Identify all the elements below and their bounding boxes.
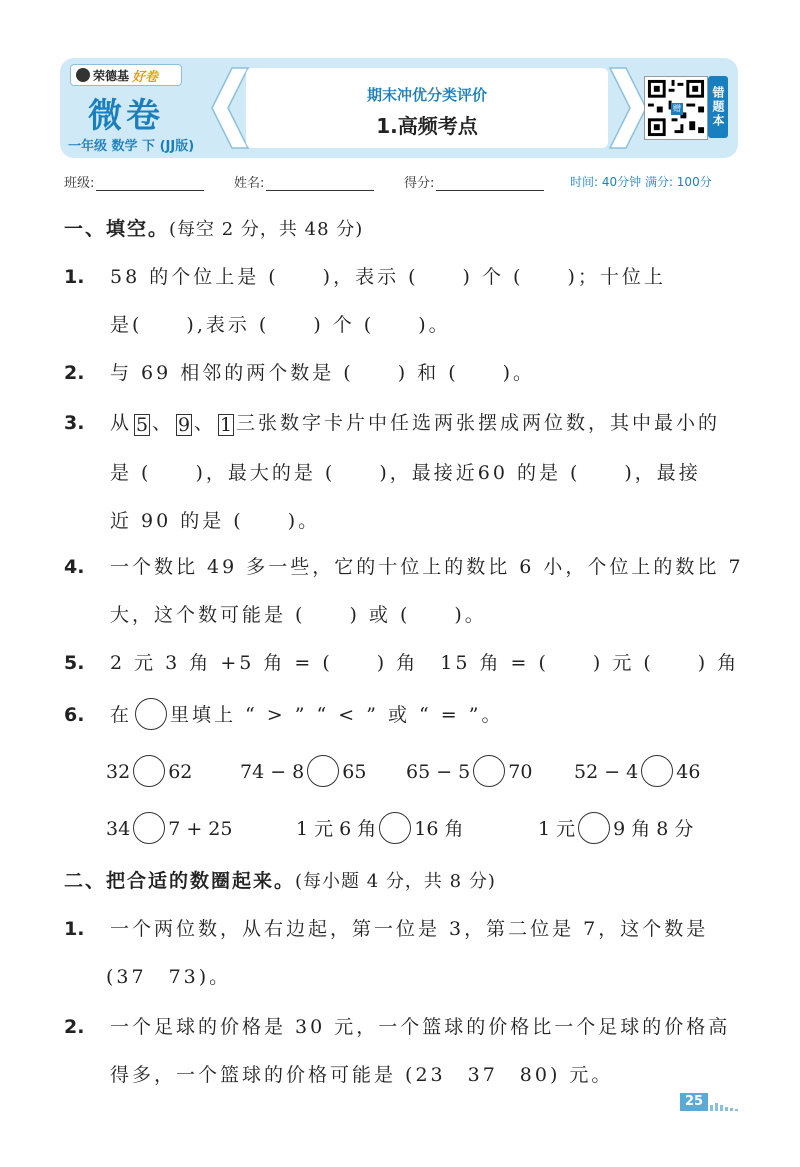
- digit-card-9: 9: [177, 414, 191, 436]
- s2-question-2-text-1: 一个足球的价格是 30 元，一个篮球的价格比一个足球的价格高: [110, 1016, 731, 1038]
- question-2-number: 2.: [64, 362, 85, 384]
- score-label: 得分:: [404, 176, 435, 191]
- card-separator: 、: [194, 412, 217, 434]
- compare-answer-circle[interactable]: [379, 812, 411, 844]
- student-info-line: [64, 172, 740, 192]
- compare-right: 16 角: [414, 818, 464, 840]
- class-label: 班级:: [64, 176, 95, 191]
- question-3-number: 3.: [64, 412, 85, 434]
- brand-name: 荣德基: [93, 68, 130, 83]
- compare-left: 52 − 4: [574, 761, 639, 783]
- question-1-text-1: 58 的个位上是 ( )，表示 ( ) 个 ( )；十位上: [110, 266, 666, 288]
- series-title: 微卷: [88, 96, 164, 136]
- s2-question-2-line-1: [64, 1012, 730, 1039]
- question-6-line-1: [64, 698, 503, 730]
- compare-item: [240, 755, 366, 787]
- compare-right: 7 + 25: [168, 818, 233, 840]
- compare-left: 74 − 8: [240, 761, 305, 783]
- s2-question-1-line-2: (37 73)。: [106, 966, 232, 988]
- score-field: [404, 172, 544, 191]
- name-label: 姓名:: [234, 176, 265, 191]
- chevron-right-icon: [608, 66, 648, 150]
- compare-left: 1 元 6 角: [296, 818, 377, 840]
- exam-type: 期末冲优分类评价: [366, 86, 487, 104]
- compare-left: 32: [106, 761, 131, 783]
- compare-circle-icon: [135, 698, 167, 730]
- question-3-line-2: 是 ( )，最大的是 ( )，最接近60 的是 ( )，最接: [110, 462, 701, 484]
- compare-left: 1 元: [538, 818, 576, 840]
- compare-item: [106, 755, 192, 787]
- compare-answer-circle[interactable]: [578, 812, 610, 844]
- question-6-prefix: 在: [110, 704, 133, 726]
- compare-right: 65: [342, 761, 367, 783]
- compare-answer-circle[interactable]: [133, 755, 165, 787]
- compare-left: 65 − 5: [406, 761, 471, 783]
- section-2-heading: [64, 866, 496, 893]
- compare-item: [538, 812, 693, 844]
- compare-item: [296, 812, 464, 844]
- compare-left: 34: [106, 818, 131, 840]
- digit-card-5: 5: [135, 414, 149, 436]
- question-3-suffix: 三张数字卡片中任选两张摆成两位数，其中最小的: [236, 412, 721, 434]
- compare-answer-circle[interactable]: [641, 755, 673, 787]
- question-5-line-1: [64, 648, 739, 675]
- section-1-heading: [64, 214, 363, 241]
- error-book-tab[interactable]: 错题本: [708, 76, 728, 138]
- question-4-line-1: [64, 552, 744, 579]
- brand-mark: 好卷: [132, 69, 159, 85]
- question-1-number: 1.: [64, 266, 85, 288]
- compare-answer-circle[interactable]: [473, 755, 505, 787]
- question-6-suffix: 里填上 “ > ” “ < ” 或 “ = ”。: [170, 704, 504, 726]
- qr-code[interactable]: [644, 76, 708, 140]
- question-4-line-2: 大，这个数可能是 ( ) 或 ( )。: [110, 604, 487, 626]
- compare-right: 46: [676, 761, 701, 783]
- s2-question-1-line-1: [64, 914, 708, 941]
- question-2-line-1: [64, 358, 535, 385]
- compare-answer-circle[interactable]: [307, 755, 339, 787]
- mascot-icon: [76, 68, 90, 82]
- class-field: [64, 172, 204, 191]
- question-3-line-1: [64, 408, 720, 436]
- page-number: 25: [680, 1093, 708, 1111]
- digit-card-1: 1: [220, 414, 233, 436]
- question-4-number: 4.: [64, 556, 85, 578]
- page-bars-icon: [710, 1095, 740, 1111]
- s2-question-1-number: 1.: [64, 918, 85, 940]
- class-blank[interactable]: [96, 176, 204, 191]
- question-5-number: 5.: [64, 652, 85, 674]
- s2-question-2-number: 2.: [64, 1016, 85, 1038]
- compare-right: 62: [168, 761, 193, 783]
- question-2-text-1: 与 69 相邻的两个数是 ( ) 和 ( )。: [110, 362, 536, 384]
- card-separator: 、: [152, 412, 175, 434]
- time-limit-text: 时间: 40分钟 满分: 100分: [570, 175, 712, 189]
- question-3-line-3: 近 90 的是 ( )。: [110, 510, 321, 532]
- s2-question-2-line-2: 得多，一个篮球的价格可能是 (23 37 80) 元。: [110, 1064, 614, 1086]
- compare-item: [106, 812, 232, 844]
- question-3-prefix: 从: [110, 412, 133, 434]
- compare-answer-circle[interactable]: [133, 812, 165, 844]
- section-1-title: 一、填空。: [64, 218, 170, 240]
- qr-badge: 赠: [673, 104, 681, 113]
- question-1-line-2: 是( ),表示 ( ) 个 ( )。: [110, 314, 451, 336]
- chevron-left-icon: [210, 66, 250, 150]
- question-5-text-1: 2 元 3 角 +5 角 = ( ) 角 15 角 = ( ) 元 ( ) 角: [110, 652, 740, 674]
- compare-right: 70: [508, 761, 533, 783]
- title-panel: [246, 68, 608, 148]
- question-1-line-1: [64, 262, 666, 289]
- s2-question-1-text-1: 一个两位数，从右边起，第一位是 3，第二位是 7，这个数是: [110, 918, 709, 940]
- name-blank[interactable]: [266, 176, 374, 191]
- question-4-text-1: 一个数比 49 多一些，它的十位上的数比 6 小，个位上的数比 7: [110, 556, 744, 578]
- score-blank[interactable]: [436, 176, 544, 191]
- question-6-number: 6.: [64, 704, 85, 726]
- unit-title: 1.高频考点: [376, 114, 478, 138]
- section-2-title: 二、把合适的数圈起来。: [64, 870, 296, 892]
- section-2-note: (每小题 4 分，共 8 分): [295, 871, 496, 892]
- brand-logo: [70, 64, 182, 86]
- grade-label: 一年级 数学 下 (JJ版): [68, 139, 195, 154]
- compare-right: 9 角 8 分: [613, 818, 694, 840]
- section-1-note: (每空 2 分，共 48 分): [169, 219, 364, 240]
- compare-item: [574, 755, 700, 787]
- name-field: [234, 172, 374, 191]
- header-banner: [60, 58, 738, 158]
- compare-item: [406, 755, 532, 787]
